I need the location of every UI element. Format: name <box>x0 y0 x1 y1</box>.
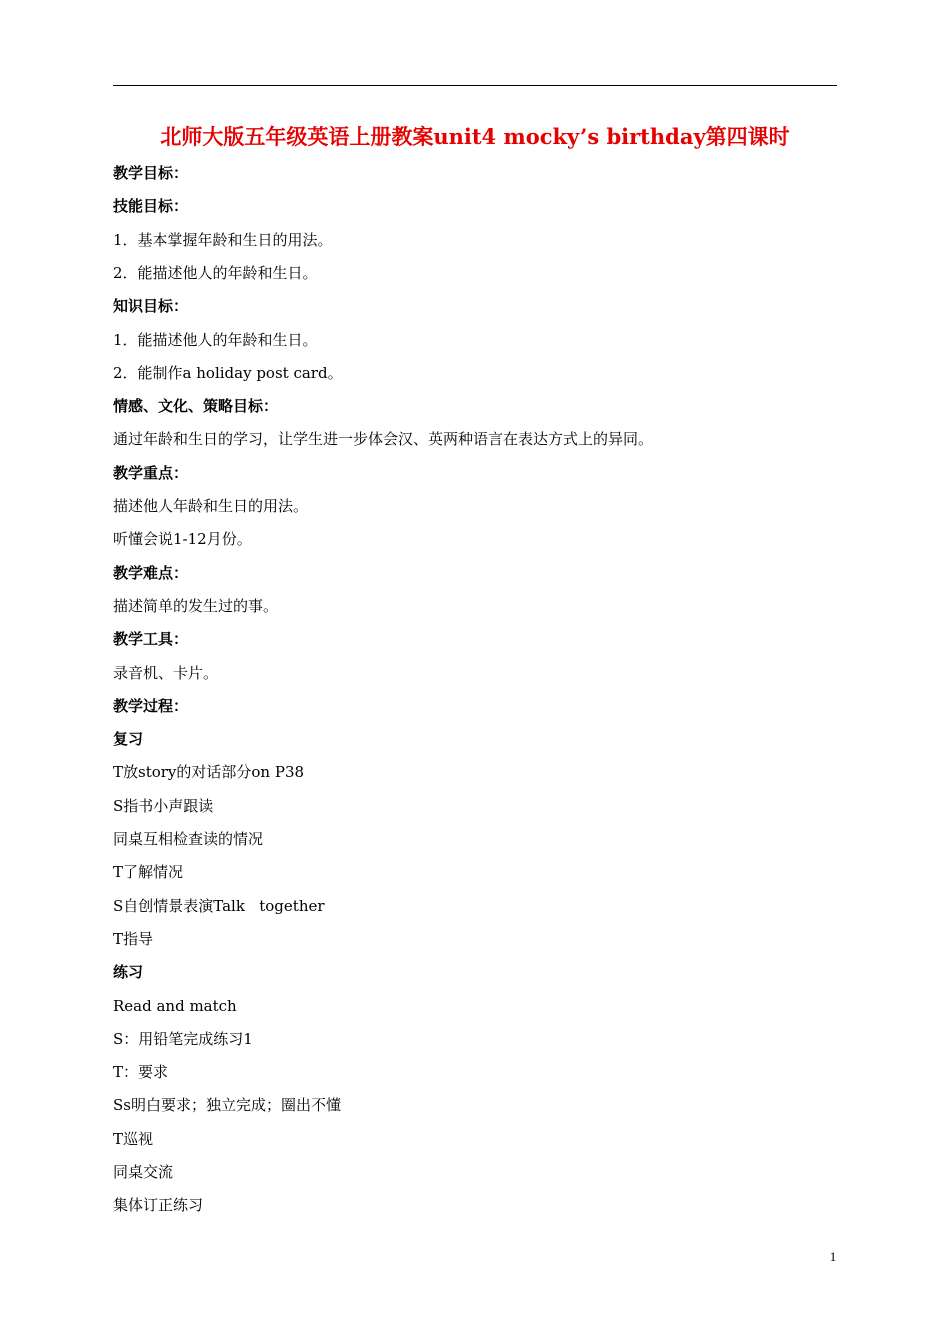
body-text-line: Ss明白要求；独立完成；圈出不懂 <box>113 1096 341 1115</box>
section-heading: 教学重点： <box>113 463 189 482</box>
section-heading: 教学目标： <box>113 164 189 182</box>
body-text-line: 2．能制作a holiday post card。 <box>113 363 343 382</box>
body-text-line: T了解情况 <box>113 863 184 882</box>
document-title: 北师大版五年级英语上册教案unit4 mocky’s birthday第四课时 <box>160 124 790 149</box>
body-text-line: 1．基本掌握年龄和生日的用法。 <box>113 230 333 249</box>
page-number: 1 <box>829 1249 837 1264</box>
body-text-line: 通过年龄和生日的学习，让学生进一步体会汉、英两种语言在表达方式上的异同。 <box>113 430 654 449</box>
section-heading: 复习 <box>113 730 144 749</box>
body-text-line: Read and match <box>113 996 237 1015</box>
section-heading: 情感、文化、策略目标： <box>113 397 279 416</box>
body-text-line: S自创情景表演Talk together <box>113 896 325 915</box>
body-text-line: S：用铅笔完成练习1 <box>113 1029 253 1048</box>
body-text-line: 1．能描述他人的年龄和生日。 <box>113 330 318 349</box>
section-heading: 教学工具： <box>113 630 189 649</box>
section-heading: 技能目标： <box>113 197 189 216</box>
body-text-line: T巡视 <box>113 1129 154 1148</box>
body-text-line: T指导 <box>113 929 154 948</box>
body-text-line: 听懂会说1-12月份。 <box>113 530 252 549</box>
body-text-line: 同桌互相检查读的情况 <box>113 830 264 848</box>
header-rule <box>113 85 837 86</box>
section-heading: 教学过程： <box>113 696 189 715</box>
body-text-line: 描述他人年龄和生日的用法。 <box>113 497 309 515</box>
body-text-line: T放story的对话部分on P38 <box>113 763 305 782</box>
body-text-line: 同桌交流 <box>113 1163 174 1181</box>
body-text-line: 2．能描述他人的年龄和生日。 <box>113 263 318 282</box>
body-text-line: S指书小声跟读 <box>113 796 214 815</box>
section-heading: 练习 <box>113 963 144 982</box>
body-text-line: 描述简单的发生过的事。 <box>113 596 279 615</box>
body-text-line: 录音机、卡片。 <box>113 663 219 682</box>
section-heading: 知识目标： <box>113 297 189 316</box>
body-text-line: 集体订正练习 <box>113 1196 204 1215</box>
section-heading: 教学难点： <box>113 563 189 582</box>
body-text-line: T：要求 <box>113 1063 169 1082</box>
